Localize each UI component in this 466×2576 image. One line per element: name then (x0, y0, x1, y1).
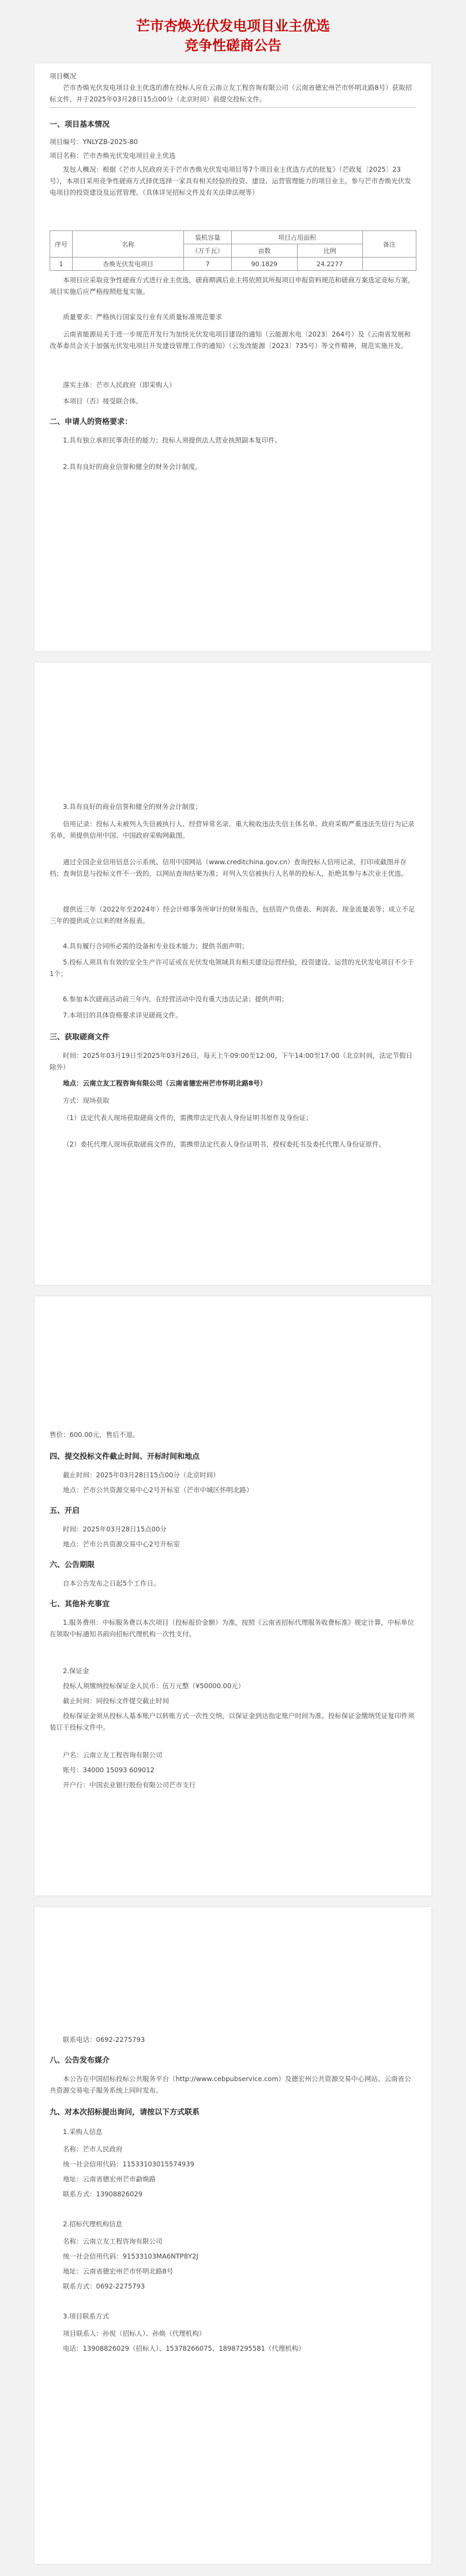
table-cell: 24.2277 (297, 258, 363, 271)
table-header: 装机容量 (184, 231, 232, 244)
section-1-heading: 一、项目基本情况 (50, 120, 110, 129)
paragraph: 电话：13908826029（招标人）、15378266075、18987295581（代理机构） (63, 2344, 305, 2352)
paragraph: 云南省能源局关于进一步规范开发行为加快光伏发电项目建设的通知（云能源水电〔2023〕264号）及《云南省发展和改革委员会关于加强光伏发电项目开发建设管理工作的通知》（云发改能源〔2023〕735号）等文件精神，规范实施开发。 (50, 330, 411, 350)
paragraph: 时间：2025年03月28日15点00分 (63, 1525, 167, 1533)
table-header: 备注 (363, 231, 416, 258)
paragraph: 户名：云南立友工程咨询有限公司 (63, 1751, 163, 1759)
paragraph: 地点：芒市公共资源交易中心2号开标室（芒市中城区怀明北路） (63, 1486, 253, 1494)
paragraph: 截止时间：2025年03月28日15点00分（北京时间） (63, 1471, 220, 1479)
table-cell (363, 258, 416, 271)
page-title-line1: 芒市杏焕光伏发电项目业主优选 (136, 18, 330, 34)
paragraph: 地址：云南省德宏州芒市怀明北路8号 (63, 2267, 174, 2275)
paragraph: 7.本项目的具体资格要求详见磋商文件。 (63, 1011, 182, 1019)
document-page-1 (35, 63, 431, 651)
project-table (50, 230, 416, 271)
paragraph: 联系方式：13908826029 (63, 2190, 142, 2198)
project-name: 项目名称：芒市杏焕光伏发电项目业主优选 (50, 152, 176, 160)
table-header: （万千瓦） (184, 244, 232, 258)
paragraph: 5.投标人须具有有效的安全生产许可证或在光伏发电领域具有相关建设运营经验，投资建设、运营的光伏发电项目不少于1个； (50, 958, 414, 978)
table-cell: 90.1829 (232, 258, 298, 271)
section-6-heading: 六、公告期限 (50, 1561, 95, 1569)
paragraph: 地点：芒市公共资源交易中心2号开标室 (63, 1540, 180, 1548)
paragraph: 6.参加本次磋商活动前三年内，在经营活动中没有重大违法记录；提供声明； (63, 995, 288, 1003)
divider (50, 107, 416, 108)
paragraph: 2.招标代理机构信息 (63, 2220, 122, 2228)
paragraph: 通过全国企业信用信息公示系统、信用中国网站（www.creditchina.gov.cn）查询投标人信用记录，打印或截图并存档；查询信息与投标文件不一致的，以网站查询结果为准；对列入失信被执行人名单的投标人，拒绝其参与本次业主优选。 (50, 858, 408, 877)
paragraph: 1.服务费用：中标服务费以本次项目（投标报价金额）为准，按照《云南省招标代理服务收费标准》规定计算，中标单位在领取中标通知书前向招标代理机构一次性支付。 (50, 1618, 414, 1638)
paragraph: 提供近三年（2022年至2024年）经会计师事务所审计的财务报告，包括资产负债表、利润表、现金流量表等；成立不足三年的提供成立以来的财务报表。 (50, 905, 415, 925)
section-9-heading: 九、对本次招标提出询问，请按以下方式联系 (50, 2108, 200, 2117)
paragraph: 截止时间：同投标文件提交截止时间 (63, 1697, 169, 1705)
page-title-line2: 竞争性磋商公告 (185, 37, 281, 54)
table-cell: 1 (50, 258, 73, 271)
paragraph: 项目联系人：孙悦（招标人）、孙焕（代理机构） (63, 2329, 206, 2337)
paragraph: 本项目（否）接受联合体。 (63, 397, 142, 405)
paragraph: 方式：现场获取 (63, 1096, 110, 1104)
table-header: 名称 (73, 231, 184, 258)
section-3-heading: 三、获取磋商文件 (50, 1033, 110, 1042)
document-page-4 (35, 1907, 431, 2564)
paragraph: 售价：600.00元，售后不退。 (50, 1431, 140, 1439)
paragraph: 联系电话：0692-2275793 (63, 2036, 145, 2044)
section-4-heading: 四、提交投标文件截止时间、开标时间和地点 (50, 1452, 200, 1461)
paragraph: 账号：34000 15093 609012 (63, 1766, 155, 1774)
table-cell: 杏焕光伏发电项目 (73, 258, 184, 271)
project-overview: 发包人概况：根据《芒市人民政府关于芒市杏焕光伏发电项目等7个项目业主优选方式的批复》（芒政复〔2025〕23号），本项目采用竞争性磋商方式择优选择一家具有相关经验的投资、建设、运营管理能力的项目业主。参与芒市杏焕光伏发电项目的投资建设及运营管理。（具体详见招标文件及有关法律法规等） (50, 165, 411, 196)
table-header: 项目占用面积 (232, 231, 363, 244)
paragraph: 投标保证金须从投标人基本账户以转账方式一次性交纳，以保证金到达指定账户时间为准。投标保证金缴纳凭证复印件须装订于投标文件中。 (50, 1712, 415, 1731)
paragraph: 联系方式：0692-2275793 (63, 2282, 145, 2290)
section-8-heading: 八、公告发布媒介 (50, 2056, 110, 2065)
paragraph: 落实主体：芒市人民政府（即采购人） (63, 381, 176, 389)
paragraph: 时间：2025年03月19日至2025年03月26日，每天上午09:00至12:00，下午14:00至17:00（北京时间，法定节假日除外） (50, 1051, 413, 1071)
paragraph: 本项目应采取竞争性磋商方式进行业主优选，磋商期满后业主将依照其所报项目申报资料规范和磋商方案选定竞标方案，项目实施后应严格按照批复实施。 (50, 276, 415, 296)
paragraph: 开户行：中国农业银行股份有限公司芒市支行 (63, 1781, 196, 1789)
table-header: 比例 (297, 244, 363, 258)
paragraph: 地点：云南立友工程咨询有限公司（云南省德宏州芒市怀明北路8号） (63, 1079, 266, 1087)
paragraph: 3.具有良好的商业信誉和健全的财务会计制度； (63, 803, 202, 811)
paragraph: 4.具有履行合同所必需的设备和专业技术能力；提供书面声明； (63, 942, 249, 950)
project-number: 项目编号：YNLYZB-2025-80 (50, 138, 138, 146)
paragraph: 地址：云南省德宏州芒市勐焕路 (63, 2175, 156, 2183)
section-2-heading: 二、申请人的资格要求： (50, 418, 133, 426)
paragraph: 1.具有独立承担民事责任的能力；投标人须提供法人营业执照副本复印件。 (63, 436, 281, 444)
table-header: 序号 (50, 231, 73, 258)
paragraph: 质量要求：严格执行国家及行业有关质量标准规范要求 (63, 313, 222, 321)
table-cell: 7 (184, 258, 232, 271)
paragraph: （2）委托代理人现场获取磋商文件的，需携带法定代表人身份证明书、授权委托书及委托代理人身份证原件。 (63, 1140, 386, 1148)
paragraph: 信用记录：投标人未被列入失信被执行人、经营异常名录、重大税收违法失信主体名单、政府采购严重违法失信行为记录名单，须提供信用中国、中国政府采购网截图。 (50, 820, 415, 839)
intro-text: 芒市杏焕光伏发电项目业主优选的潜在投标人应在云南立友工程咨询有限公司（云南省德宏州芒市怀明北路8号）获取招标文件，并于2025年03月28日15点00分（北京时间）前提交投标文件。 (50, 84, 412, 103)
paragraph: 统一社会信用代码：91533103MA6NTP8Y2J (63, 2252, 198, 2260)
paragraph: 名称：云南立友工程咨询有限公司 (63, 2237, 163, 2245)
paragraph: 投标人须缴纳投标保证金人民币：伍万元整（¥50000.00元） (63, 1682, 245, 1690)
paragraph: 自本公告发布之日起5个工作日。 (63, 1579, 160, 1587)
paragraph: 本公告在中国招标投标公共服务平台（http://www.cebpubservice.com）及德宏州公共资源交易中心网站、云南省公共资源交易电子服务系统上同时发布。 (50, 2075, 411, 2094)
paragraph: 2.保证金 (63, 1667, 89, 1675)
paragraph: 1.采购人信息 (63, 2128, 103, 2136)
paragraph: 统一社会信用代码：11533103015574939 (63, 2160, 194, 2168)
paragraph: 3.项目联系方式 (63, 2312, 109, 2320)
intro-label: 项目概况 (50, 72, 76, 80)
document-page-2 (35, 663, 431, 1285)
document-page-3 (35, 1296, 431, 1896)
paragraph: 2.具有良好的商业信誉和健全的财务会计制度。 (63, 463, 202, 471)
section-7-heading: 七、其他补充事宜 (50, 1600, 110, 1609)
paragraph: 名称：芒市人民政府 (63, 2145, 123, 2153)
table-header: 亩数 (232, 244, 298, 258)
section-5-heading: 五、开启 (50, 1507, 80, 1515)
paragraph: （1）法定代表人现场获取磋商文件的，需携带法定代表人身份证明书原件及身份证； (63, 1114, 313, 1122)
